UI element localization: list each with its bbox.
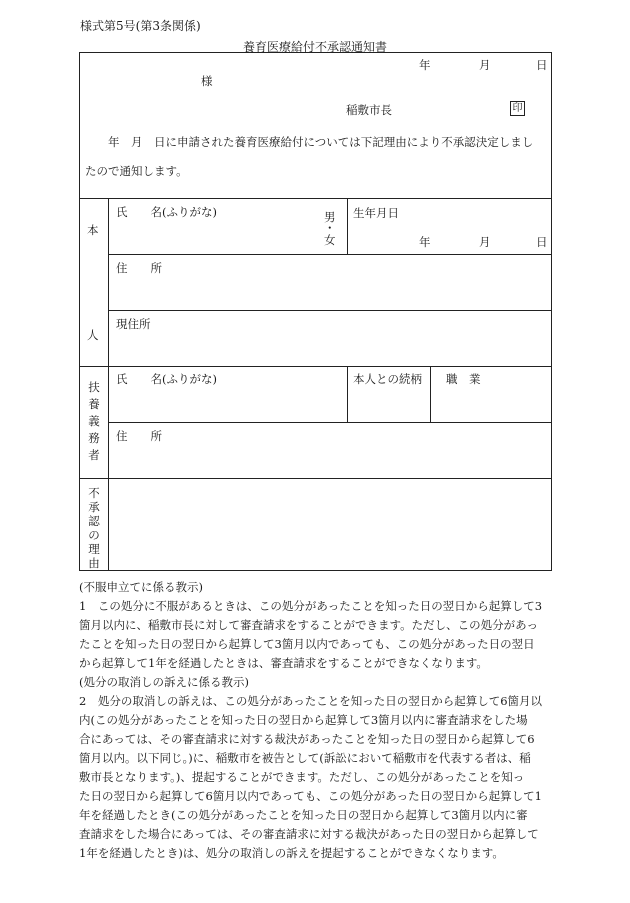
divider-birth-column bbox=[347, 198, 348, 254]
seal-mark: 印 bbox=[510, 101, 525, 116]
lawsuit-line: 敷市長となります。)、提起することができます。ただし、この処分があったことを知っ bbox=[79, 770, 525, 784]
issuer-name: 稲敷市長 bbox=[346, 103, 392, 117]
appeal-line: たことを知った日の翌日から起算して3箇月以内であっても、この処分があった日の翌日 bbox=[79, 637, 535, 651]
sex-separator: ・ bbox=[324, 221, 336, 235]
guardian-section-label: 扶養義務者 bbox=[88, 380, 100, 462]
person-section-label-top: 本 bbox=[87, 223, 99, 237]
date-year-label: 年 bbox=[419, 58, 431, 72]
date-day-label: 日 bbox=[536, 58, 548, 72]
lawsuit-line: た日の翌日から起算して6箇月以内であっても、この処分があった日の翌日から起算して1 bbox=[79, 789, 542, 803]
lawsuit-line: 年を経過したとき(この処分があったことを知った日の翌日から起算して3箇月以内に審 bbox=[79, 808, 528, 822]
date-month-label: 月 bbox=[479, 58, 491, 72]
sex-female-label: 女 bbox=[324, 233, 336, 247]
divider-occupation-column bbox=[430, 366, 431, 422]
label-column-divider bbox=[108, 198, 109, 571]
divider-notice-bottom bbox=[79, 198, 552, 199]
appeal-instructions bbox=[79, 578, 561, 863]
relation-label: 本人との続柄 bbox=[353, 372, 422, 386]
divider-guardian-bottom bbox=[79, 478, 552, 479]
divider-person-address bbox=[108, 310, 552, 311]
birth-year-label: 年 bbox=[419, 235, 431, 249]
guardian-address-label: 住 所 bbox=[116, 429, 162, 443]
guardian-name-label: 氏 名(ふりがな) bbox=[116, 372, 217, 386]
person-name-label: 氏 名(ふりがな) bbox=[116, 205, 217, 219]
current-address-label: 現住所 bbox=[116, 317, 151, 331]
divider-person-name bbox=[108, 254, 552, 255]
appeal-line: 箇月以内に、稲敷市長に対して審査請求をすることができます。ただし、この処分があっ bbox=[79, 618, 538, 632]
person-address-label: 住 所 bbox=[116, 261, 162, 275]
divider-person-bottom bbox=[79, 366, 552, 367]
notice-body-line-1: 年 月 日に申請された養育医療給付については下記理由により不承認決定しまし bbox=[108, 135, 534, 149]
birth-day-label: 日 bbox=[536, 235, 548, 249]
birth-date-label: 生年月日 bbox=[353, 206, 399, 220]
notice-body-line-2: たので通知します。 bbox=[85, 164, 188, 178]
lawsuit-line: 2 処分の取消しの訴えは、この処分があったことを知った日の翌日から起算して6箇月以 bbox=[79, 694, 543, 708]
divider-guardian-name bbox=[108, 422, 552, 423]
divider-relation-column bbox=[347, 366, 348, 422]
appeal-heading: (不服申立てに係る教示) bbox=[79, 580, 203, 594]
birth-month-label: 月 bbox=[479, 235, 491, 249]
appeal-line: から起算して1年を経過したときは、審査請求をすることができなくなります。 bbox=[79, 656, 488, 670]
lawsuit-line: 内(この処分があったことを知った日の翌日から起算して3箇月以内に審査請求をした場 bbox=[79, 713, 528, 727]
lawsuit-line: 1年を経過したとき)は、処分の取消しの訴えを提起することができなくなります。 bbox=[79, 846, 504, 860]
reason-section-label: 不承認の理由 bbox=[88, 486, 100, 570]
lawsuit-heading: (処分の取消しの訴えに係る教示) bbox=[79, 675, 249, 689]
form-table bbox=[79, 52, 552, 571]
occupation-label: 職 業 bbox=[446, 372, 481, 386]
lawsuit-line: 査請求をした場合にあっては、その審査請求に対する裁決があった日の翌日から起算して bbox=[79, 827, 539, 841]
document-title: 養育医療給付不承認通知書 bbox=[242, 40, 387, 54]
person-section-label-bottom: 人 bbox=[87, 328, 99, 342]
sex-male-label: 男 bbox=[324, 210, 336, 224]
lawsuit-line: 合にあっては、その審査請求に対する裁決があったことを知った日の翌日から起算して6 bbox=[79, 732, 535, 746]
form-number: 様式第5号(第3条関係) bbox=[80, 19, 201, 33]
appeal-line: 1 この処分に不服があるときは、この処分があったことを知った日の翌日から起算して3 bbox=[79, 599, 543, 613]
lawsuit-line: 箇月以内。以下同じ。)に、稲敷市を被告として(訴訟において稲敷市を代表する者は、稲 bbox=[79, 751, 531, 765]
addressee-suffix: 様 bbox=[201, 74, 213, 88]
